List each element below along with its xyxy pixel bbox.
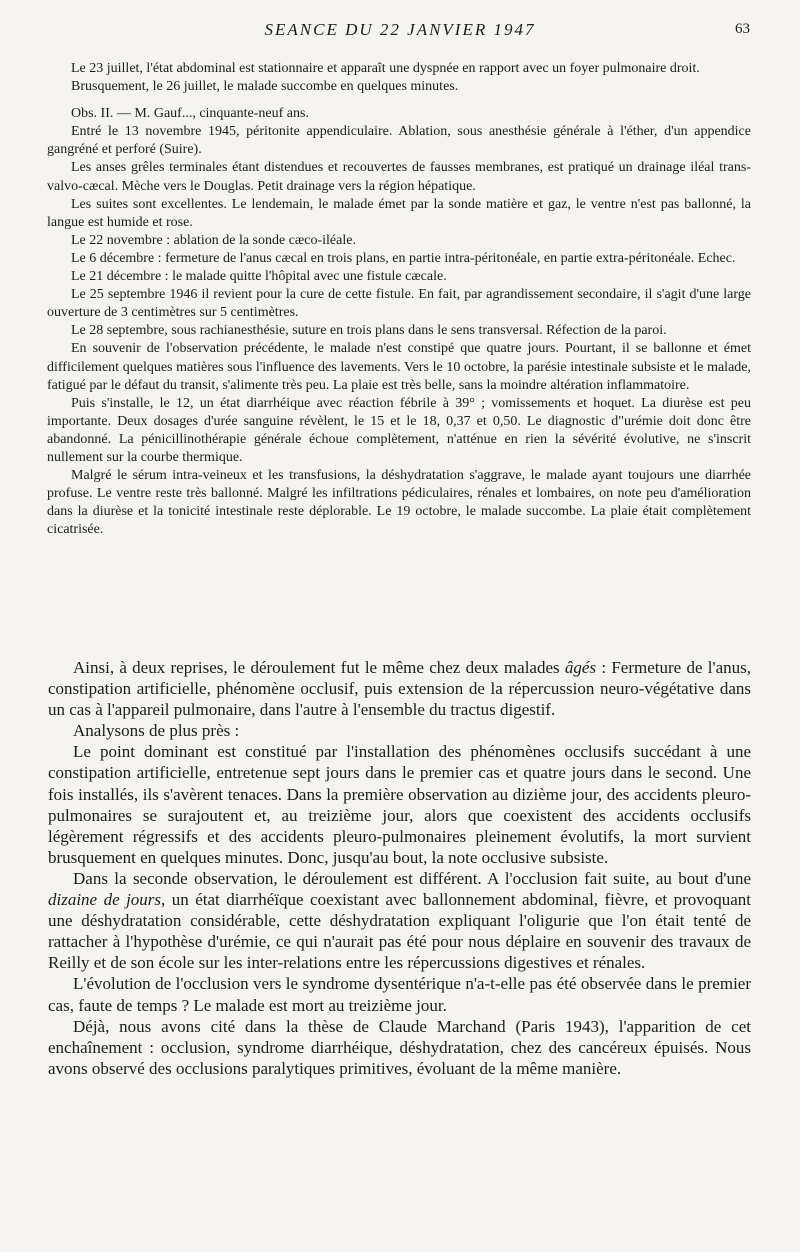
case-report-section	[47, 60, 751, 539]
header-title: SEANCE DU 22 JANVIER 1947	[264, 20, 536, 39]
paragraph: Entré le 13 novembre 1945, péritonite appendiculaire. Ablation, sous anesthésie générale à l'éther, d'un appendice gangréné et perforé (Suire).	[47, 124, 751, 158]
paragraph: Le 23 juillet, l'état abdominal est stationnaire et apparaît une dyspnée en rapport avec un foyer pulmonaire droit.	[71, 61, 700, 76]
paragraph: Le 21 décembre : le malade quitte l'hôpital avec une fistule cæcale.	[71, 269, 447, 285]
paragraph: Malgré le sérum intra-veineux et les transfusions, la déshydratation s'aggrave, le malade ayant toujours une diarrhée profuse. Le ventre reste très ballonné. Malgré les infiltrations pédiculaires, rénales et lombaires, on note peu d'amélioration dans la diurèse et la tonicité intestinale reste déplorable. Le 19 octobre, le malade succombe. La plaie était complètement cicatrisée.	[47, 468, 751, 538]
paragraph: En souvenir de l'observation précédente, le malade n'est constipé que quatre jours. Pourtant, il se ballonne et émet difficilement quelques matières sous l'influence des lavements. Vers le 10 octobre, la parésie intestinale subsiste et le malade, fatigué par le défaut du transit, s'alimente très peu. La plaie est très belle, sans la moindre altération inflammatoire.	[47, 341, 751, 393]
running-header	[50, 20, 750, 46]
paragraph: Brusquement, le 26 juillet, le malade succombe en quelques minutes.	[71, 79, 459, 95]
discussion-section	[48, 657, 752, 1079]
paragraph: Dans la seconde observation, le déroulement est différent. A l'occlusion fait suite, au bout d'une dizaine de jours, un état diarrhéïque coexistant avec ballonnement abdominal, fièvre, et provoquant une déshydratation considérable, cette déshydratation expliquant l'oligurie que l'on était tenté de rattacher à l'hypothèse d'urémie, ce qui n'aurait pas été pour nous déplaire en souvenir des travaux de Reilly et de son école sur les inter-relations entre les répercussions digestives et rénales.	[48, 868, 752, 973]
paragraph: Le 6 décembre : fermeture de l'anus cæcal en trois plans, en partie intra-péritonéale, en partie extra-péritonéale. Echec.	[71, 250, 736, 266]
observation-heading: Obs. II. — M. Gauf..., cinquante-neuf ans.	[71, 106, 309, 122]
paragraph: Le 28 septembre, sous rachianesthésie, suture en trois plans dans le sens transversal. Réfection de la paroi.	[71, 323, 667, 339]
page-number: 63	[735, 21, 750, 37]
paragraph: Ainsi, à deux reprises, le déroulement fut le même chez deux malades âgés : Fermeture de l'anus, constipation artificielle, phénomène occlusif, puis extension de la répercussion neuro-végétative dans un cas à l'appareil pulmonaire, dans l'autre à l'ensemble du tractus digestif.	[48, 658, 752, 720]
paragraph: Analysons de plus près :	[73, 721, 240, 741]
paragraph: Puis s'installe, le 12, un état diarrhéique avec réaction fébrile à 39° ; vomissements et hoquet. La diurèse est peu importante. Deux dosages d'urée sanguine révèlent, le 15 et le 18, 0,37 et 0,50. Le diagnostic d"urémie doit donc être abandonné. La pénicillinothérapie générale échoue complètement, n'atténue en rien la sévérité évolutive, ne s'inscrit nullement sur la courbe thermique.	[47, 395, 751, 465]
paragraph: Les suites sont excellentes. Le lendemain, le malade émet par la sonde matière et gaz, le ventre n'est pas ballonné, la langue est humide et rose.	[47, 196, 751, 230]
paragraph: Le 22 novembre : ablation de la sonde cæco-iléale.	[71, 232, 356, 248]
paragraph: Le point dominant est constitué par l'installation des phénomènes occlusifs succédant à une constipation artificielle, entretenue sept jours dans le premier cas et quatre jours dans le second. Une fois installés, ils s'avèrent tenaces. Dans la première observation au dizième jour, des accidents pleuro-pulmonaires se surajoutent et, au treizième jour, alors que coexistent des accidents occlusifs légèrement régressifs et des accidents pleuro-pulmonaires pleinement évolutifs, la mort survient brusquement en quelques minutes. Donc, jusqu'au bout, la note occlusive subsiste.	[48, 742, 751, 867]
paragraph: L'évolution de l'occlusion vers le syndrome dysentérique n'a-t-elle pas été observée dans le premier cas, faute de temps ? Le malade est mort au treizième jour.	[48, 974, 751, 1015]
paragraph: Les anses grêles terminales étant distendues et recouvertes de fausses membranes, est pratiqué un drainage iléal trans-valvo-cæcal. Mèche vers le Douglas. Petit drainage vers la région hépatique.	[47, 160, 751, 194]
paragraph: Le 25 septembre 1946 il revient pour la cure de cette fistule. En fait, par agrandissement secondaire, il s'agit d'une large ouverture de 3 centimètres sur 5 centimètres.	[47, 287, 751, 321]
paragraph: Déjà, nous avons cité dans la thèse de Claude Marchand (Paris 1943), l'apparition de cet enchaînement : occlusion, syndrome diarrhéique, déshydratation, chez des cancéreux épuisés. Nous avons observé des occlusions paralytiques primitives, évoluant de la même manière.	[48, 1016, 751, 1078]
